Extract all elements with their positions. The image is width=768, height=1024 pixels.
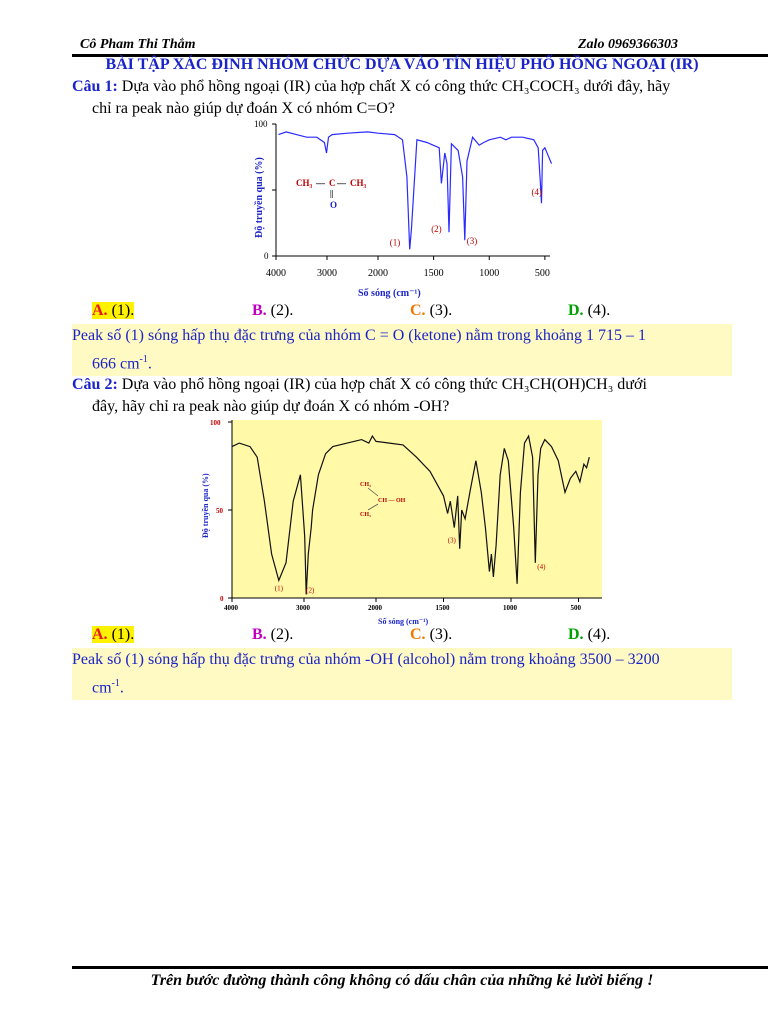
question-1-solution <box>72 324 732 376</box>
chart-1-xlabel: Số sóng (cm⁻¹) <box>358 288 421 299</box>
footer-quote: Trên bước đường thành công không có dấu chân của những kẻ lười biếng ! <box>150 972 654 989</box>
chart-2-xtick-label: 2000 <box>368 604 382 612</box>
question-2-solution <box>72 648 732 700</box>
chart-1-ytick-label: 0 <box>264 251 269 261</box>
contact-info: Zalo 0969366303 <box>578 37 678 52</box>
molecule-ch3-top: CH₃ <box>360 482 371 488</box>
q1-answer-a[interactable] <box>92 302 134 320</box>
question-1 <box>72 76 732 120</box>
molecule-ch3-bottom: CH₃ <box>360 512 371 518</box>
answer-letter: A. <box>92 302 108 319</box>
question-1-label: Câu 1: <box>72 78 118 95</box>
chart-1-molecule <box>296 178 367 210</box>
q2-answer-c[interactable] <box>410 626 452 644</box>
chart-1-xtick-label: 3000 <box>317 268 337 279</box>
chart-2-ytick-label: 100 <box>210 419 221 427</box>
chart-2-peak-label: (2) <box>306 586 315 595</box>
svg-text:—: — <box>337 178 346 188</box>
question-2-text-line2: đây, hãy chỉ ra peak nào giúp dự đoán X có nhóm -OH? <box>92 398 450 415</box>
q1-answer-d[interactable] <box>568 302 610 320</box>
solution-2-sup: -1 <box>111 678 120 689</box>
footer-rule <box>72 966 768 969</box>
solution-2-line1: Peak số (1) sóng hấp thụ đặc trưng của nhóm -OH (alcohol) nằm trong khoảng 3500 – 3200 <box>72 651 660 668</box>
chart-2-peak-label: (4) <box>537 562 546 571</box>
question-1-text-line1: Dựa vào phổ hồng ngoại (IR) của hợp chất X có công thức CH₃COCH₃ dưới đây, hãy <box>121 78 671 95</box>
answer-letter: A. <box>92 626 108 643</box>
chart-1-xtick-label: 500 <box>534 268 550 279</box>
question-1-text-line2: chỉ ra peak nào giúp dự đoán X có nhóm C=O? <box>92 100 395 117</box>
answer-letter: B. <box>252 626 267 643</box>
chart-2-xlabel: Số sóng (cm⁻¹) <box>378 617 429 626</box>
answer-text: (1). <box>111 626 135 643</box>
chart-1-ylabel: Độ truyền qua (%) <box>254 157 265 238</box>
question-2 <box>72 374 732 418</box>
author-name: Cô Pham Thi Thắm <box>80 37 196 52</box>
svg-text:||: || <box>330 189 334 198</box>
ir-spectrum-acetone <box>240 118 560 304</box>
solution-1-sup: -1 <box>139 354 148 365</box>
chart-2-ytick-label: 0 <box>220 595 224 603</box>
question-2-label: Câu 2: <box>72 376 118 393</box>
solution-1-end: . <box>147 355 152 373</box>
chart-1-axes <box>276 124 550 256</box>
answer-letter: D. <box>568 302 584 319</box>
ir-spectrum-isopropanol <box>196 414 608 626</box>
question-2-text-line1: Dựa vào phổ hồng ngoại (IR) của hợp chất X có công thức CH₃CH(OH)CH₃ dưới <box>121 376 647 393</box>
molecule-carbon: C <box>329 178 336 188</box>
chart-2-xtick-label: 4000 <box>224 604 238 612</box>
chart-1-xtick-label: 1500 <box>423 268 444 279</box>
chart-2-peak-label: (1) <box>274 584 283 593</box>
page-title: BÀI TẬP XÁC ĐỊNH NHÓM CHỨC DỰA VÀO TÍN HIỆU PHỔ HỒNG NGOẠI (IR) <box>105 56 699 73</box>
question-1-answers <box>92 302 732 324</box>
chart-2-plot-area <box>232 420 602 598</box>
chart-2-xtick-label: 1500 <box>435 604 450 612</box>
chart-1-xtick-label: 4000 <box>266 268 286 279</box>
chart-1-spectrum-line <box>279 132 552 250</box>
solution-2-line2: cm <box>92 679 112 697</box>
molecule-ch3-right: CH₃ <box>350 178 367 188</box>
answer-letter: D. <box>568 626 584 643</box>
q2-answer-d[interactable] <box>568 626 610 644</box>
solution-1-line2: 666 cm <box>92 355 140 373</box>
answer-letter: C. <box>410 302 426 319</box>
molecule-ch-oh: CH — OH <box>378 498 406 504</box>
chart-1-peak-label: (2) <box>431 224 442 235</box>
chart-2-xtick-label: 500 <box>570 604 581 612</box>
chart-1-peak-label: (1) <box>389 237 401 248</box>
chart-2-ytick-label: 50 <box>216 507 223 515</box>
chart-2-ylabel: Độ truyền qua (%) <box>201 473 210 538</box>
solution-2-end: . <box>119 679 124 697</box>
svg-text:—: — <box>316 178 325 188</box>
molecule-ch3-left: CH₃ <box>296 178 313 188</box>
q2-answer-a[interactable] <box>92 626 134 644</box>
molecule-oxygen: O <box>330 200 338 210</box>
solution-1-line1: Peak số (1) sóng hấp thụ đặc trưng của nhóm C = O (ketone) nằm trong khoảng 1 715 – 1 <box>72 327 647 344</box>
answer-text: (4). <box>587 626 611 643</box>
chart-1-xtick-label: 1000 <box>479 268 500 279</box>
chart-1-peak-label: (3) <box>466 236 478 247</box>
answer-text: (4). <box>587 302 611 319</box>
chart-1-xtick-label: 2000 <box>368 268 388 279</box>
chart-2-peak-label: (3) <box>447 536 456 545</box>
chart-1-peak-label: (4) <box>531 187 543 198</box>
chart-2-xtick-label: 3000 <box>296 604 310 612</box>
answer-text: (3). <box>429 626 453 643</box>
answer-letter: C. <box>410 626 426 643</box>
answer-text: (2). <box>270 302 294 319</box>
q1-answer-b[interactable] <box>252 302 293 320</box>
answer-text: (3). <box>429 302 453 319</box>
answer-text: (1). <box>111 302 135 319</box>
answer-text: (2). <box>270 626 294 643</box>
q1-answer-c[interactable] <box>410 302 452 320</box>
chart-1-ytick-label: 100 <box>254 119 268 129</box>
chart-2-xtick-label: 1000 <box>503 604 517 612</box>
question-2-answers <box>92 626 732 648</box>
answer-letter: B. <box>252 302 267 319</box>
q2-answer-b[interactable] <box>252 626 293 644</box>
